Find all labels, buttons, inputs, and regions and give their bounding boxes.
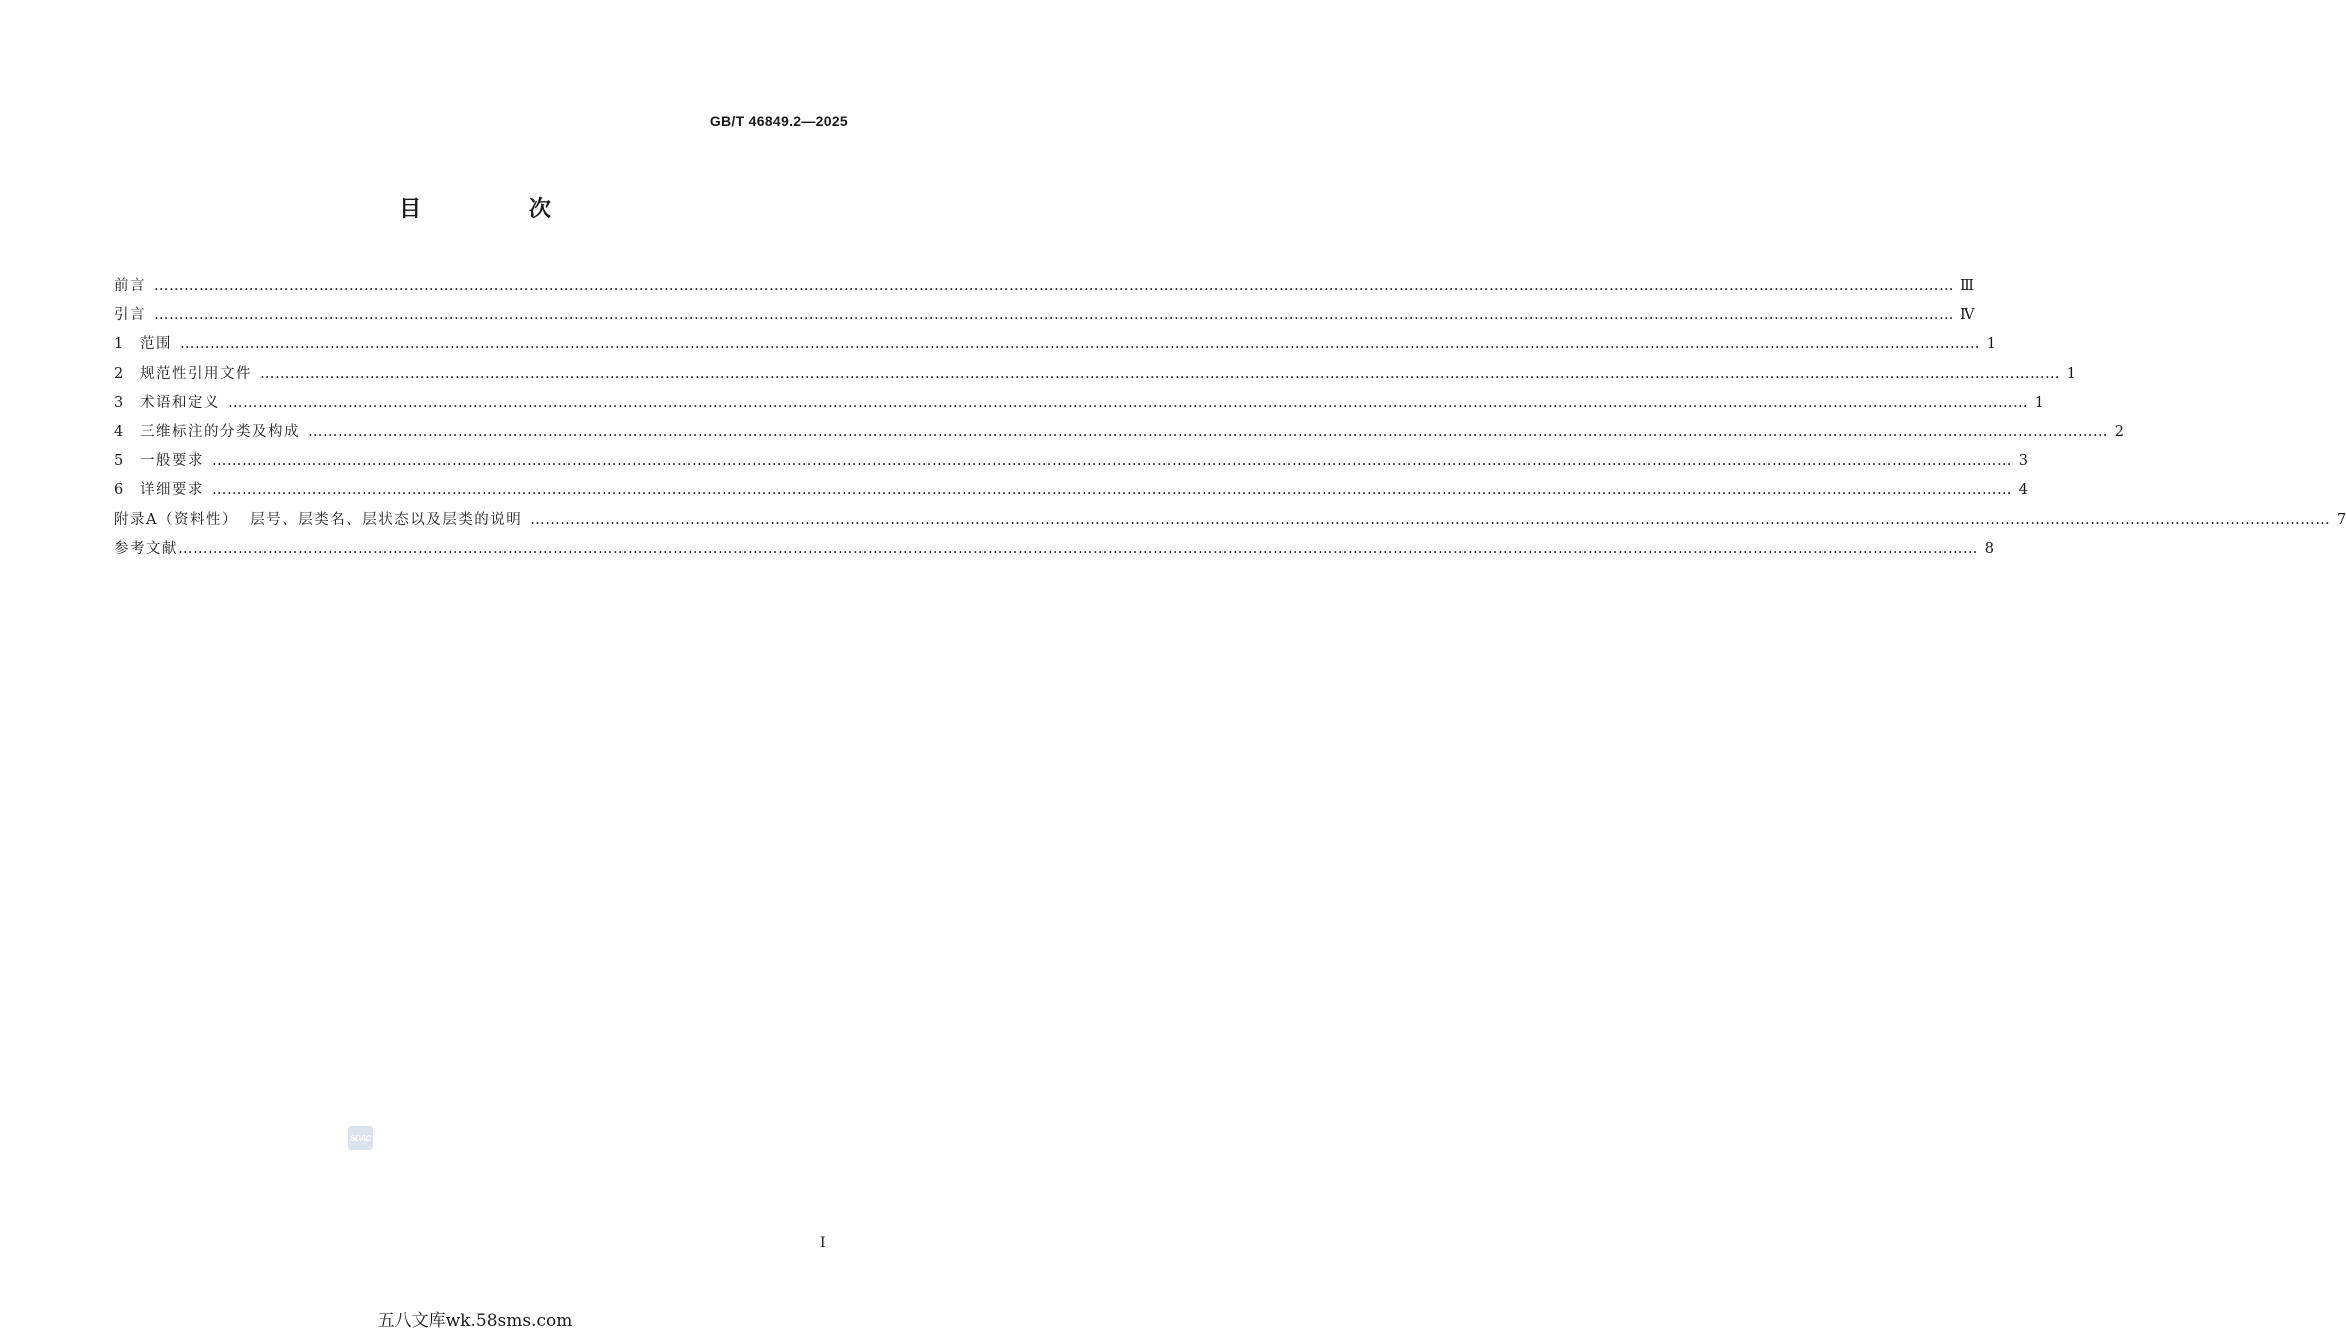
toc-entry[interactable] <box>114 535 1994 564</box>
toc-entry-label: 术语和定义 <box>140 394 220 411</box>
toc-entry[interactable] <box>114 330 1996 359</box>
watermark-logo <box>348 1126 373 1150</box>
dot-leader: ……………………………………………………………………………………………………………………………………………………………………………………………………………………………………………………………………………………………………………………………… <box>260 365 2060 382</box>
dot-leader: ……………………………………………………………………………………………………………………………………………………………………………………………………………………………………………………………………………………………………………………………… <box>228 394 2028 411</box>
toc-entry[interactable] <box>114 447 2028 476</box>
toc-entry-number: 4 <box>114 423 124 440</box>
page-number: I <box>820 1235 826 1251</box>
toc-entry[interactable] <box>114 389 2044 418</box>
toc-entry[interactable] <box>114 418 2124 447</box>
toc-entry-page: 1 <box>2034 394 2044 411</box>
dot-leader: ……………………………………………………………………………………………………………………………………………………………………………………………………………………………………………………………………………………………………………………………… <box>154 278 1954 294</box>
dot-leader: ……………………………………………………………………………………………………………………………………………………………………………………………………………………………………………………………………………………………………………………………… <box>530 511 2331 528</box>
standard-number: GB/T 46849.2—2025 <box>709 113 848 129</box>
toc-entry-label: 规范性引用文件 <box>140 365 252 382</box>
dot-leader: ……………………………………………………………………………………………………………………………………………………………………………………………………………………………………………………………………………………………………………………………… <box>212 482 2012 499</box>
watermark-logo-text: SDAC <box>350 1133 371 1143</box>
toc-entry-label: 范围 <box>140 336 172 353</box>
toc-entry-number: 6 <box>114 482 124 499</box>
toc-entry-number: 2 <box>114 365 124 382</box>
dot-leader: ……………………………………………………………………………………………………………………………………………………………………………………………………………………………………………………………………………………………………………………………… <box>154 307 1954 324</box>
toc-entry-number: 1 <box>114 336 124 353</box>
toc-entry-label: 一般要求 <box>140 453 204 470</box>
table-of-contents <box>114 272 2346 564</box>
toc-entry[interactable] <box>114 272 1974 301</box>
toc-entry[interactable] <box>114 476 2028 505</box>
toc-entry-page: 7 <box>2336 511 2346 528</box>
toc-entry-page: 4 <box>2018 482 2028 499</box>
toc-entry-label: 附录A（资料性） 层号、层类名、层状态以及层类的说明 <box>114 511 523 528</box>
toc-entry-page: Ⅲ <box>1960 278 1974 294</box>
toc-entry-label: 引言 <box>114 307 146 324</box>
toc-entry[interactable] <box>114 301 1975 330</box>
dot-leader: ……………………………………………………………………………………………………………………………………………………………………………………………………………………………………………………………………………………………………………………………… <box>212 453 2012 470</box>
toc-entry-number: 3 <box>114 394 124 411</box>
toc-entry-page: 1 <box>1986 336 1996 353</box>
page-title: 目 次 <box>399 197 601 222</box>
dot-leader: ……………………………………………………………………………………………………………………………………………………………………………………………………………………………………………………………………………………………………………………………… <box>308 423 2108 440</box>
dot-leader: ……………………………………………………………………………………………………………………………………………………………………………………………………………………………………………………………………………………………………………………………… <box>180 336 1980 353</box>
toc-entry-label: 前言 <box>114 278 146 294</box>
toc-entry-page: 1 <box>2066 365 2076 382</box>
toc-entry-number: 5 <box>114 453 124 470</box>
toc-entry-page: Ⅳ <box>1960 307 1975 324</box>
footer-site-text: 五八文库wk.58sms.com <box>377 1311 573 1331</box>
toc-entry-label: 详细要求 <box>140 482 204 499</box>
toc-entry-label: 三维标注的分类及构成 <box>140 423 300 440</box>
toc-entry-page: 2 <box>2114 423 2124 440</box>
toc-entry-label: 参考文献 <box>114 540 178 557</box>
toc-entry[interactable] <box>114 360 2076 389</box>
toc-entry-page: 3 <box>2018 453 2028 470</box>
dot-leader: ……………………………………………………………………………………………………………………………………………………………………………………………………………………………………………………………………………………………………………………………… <box>178 540 1978 557</box>
toc-entry-page: 8 <box>1984 540 1994 557</box>
toc-entry[interactable] <box>114 506 2346 535</box>
